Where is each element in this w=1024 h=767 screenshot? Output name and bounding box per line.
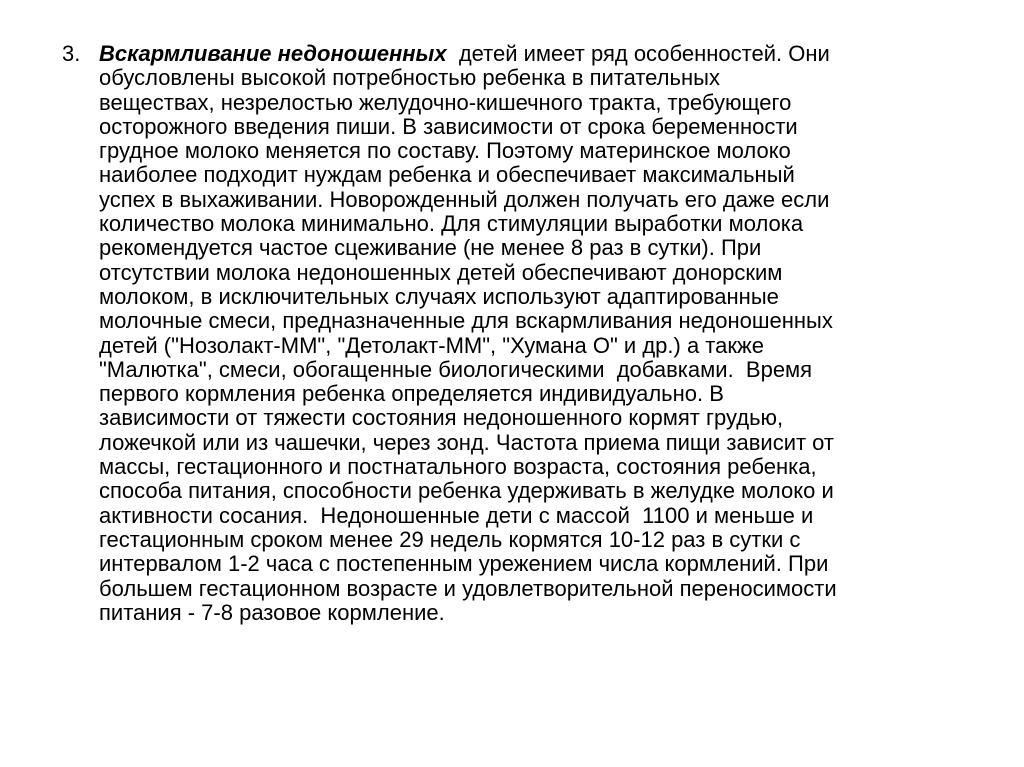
list-item-number: 3.	[62, 41, 81, 66]
text-line: способа питания, способности ребенка удерживать в желудке молоко и	[99, 478, 834, 504]
text-line: ложечкой или из чашечки, через зонд. Частота приема пищи зависит от	[99, 429, 835, 455]
text-line: успех в выхаживании. Новорожденный должен получать его даже если	[99, 186, 830, 212]
text-line-rest: детей имеет ряд особенностей. Они	[446, 41, 830, 66]
text-line: большем гестационном возрасте и удовлетворительной переносимости	[99, 575, 837, 601]
text-line: гестационным сроком менее 29 недель кормятся 10-12 раз в сутки с	[99, 526, 801, 552]
text-line: грудное молоко меняется по составу. Поэтому материнское молоко	[99, 138, 791, 164]
paragraph	[99, 42, 999, 625]
text-line: питания - 7-8 разовое кормление.	[99, 599, 445, 625]
text-line: интервалом 1-2 часа с постепенным урежением числа кормлений. При	[99, 551, 829, 577]
text-line: обусловлены высокой потребностью ребенка в питательных	[99, 65, 720, 91]
text-line: рекомендуется частое сцеживание (не менее 8 раз в сутки). При	[99, 235, 762, 261]
text-line: "Малютка", смеси, обогащенные биологическими добавками. Время	[99, 356, 813, 382]
text-line: осторожного введения пиши. В зависимости от срока беременности	[99, 113, 798, 139]
text-line	[99, 42, 999, 66]
text-line: молоком, в исключительных случаях используют адаптированные	[99, 283, 779, 309]
text-line: наиболее подходит нуждам ребенка и обеспечивает максимальный	[99, 162, 795, 188]
text-line: первого кормления ребенка определяется индивидуально. В	[99, 381, 724, 407]
text-line: веществах, незрелостью желудочно-кишечного тракта, требующего	[99, 89, 792, 115]
text-line: отсутствии молока недоношенных детей обеспечивают донорским	[99, 259, 783, 285]
text-line: массы, гестационного и постнатального возраста, состояния ребенка,	[99, 454, 817, 480]
text-line: детей ("Нозолакт-ММ", "Детолакт-ММ", "Хумана О" и др.) а также	[99, 332, 764, 358]
text-line: зависимости от тяжести состояния недоношенного кормят грудью,	[99, 405, 784, 431]
text-line: активности сосания. Недоношенные дети с массой 1100 и меньше и	[99, 502, 814, 528]
term-heading: Вскармливание недоношенных	[99, 41, 447, 66]
text-line: количество молока минимально. Для стимуляции выработки молока	[99, 211, 804, 237]
text-line: молочные смеси, предназначенные для вскармливания недоношенных	[99, 308, 833, 334]
